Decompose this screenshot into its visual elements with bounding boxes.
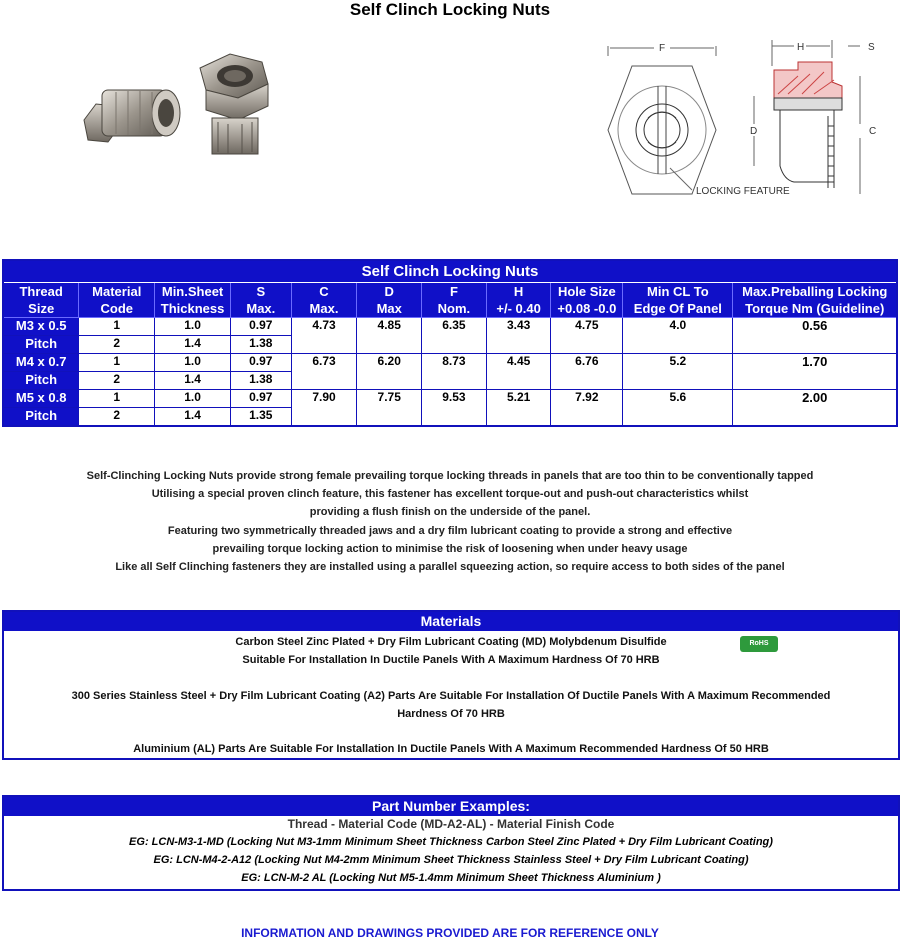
column-header-line: Max. xyxy=(309,301,339,316)
table-cell: 6.73 xyxy=(291,354,357,390)
column-header xyxy=(422,283,487,318)
rohs-badge-icon: RoHS xyxy=(740,636,778,652)
dim-s-label: S xyxy=(868,42,875,53)
column-header xyxy=(230,283,291,318)
table-cell: M4 x 0.7 xyxy=(3,354,79,372)
table-cell: 1.0 xyxy=(155,354,231,372)
table-cell: 0.97 xyxy=(230,390,291,408)
table-cell: 7.90 xyxy=(291,390,357,427)
table-cell: 1.4 xyxy=(155,372,231,390)
table-cell: Pitch xyxy=(3,372,79,390)
table-cell: 6.20 xyxy=(357,354,422,390)
materials-panel xyxy=(2,610,900,760)
table-cell: 6.76 xyxy=(551,354,623,390)
column-header xyxy=(357,283,422,318)
nut-left-image xyxy=(84,90,180,142)
dim-d-label: D xyxy=(750,126,758,137)
table-cell: 4.45 xyxy=(486,354,551,390)
description-line: providing a flush finish on the underside of the panel. xyxy=(309,506,591,519)
table-cell: 1 xyxy=(79,354,155,372)
materials-header: Materials xyxy=(4,612,898,631)
table-cell: Pitch xyxy=(3,408,79,427)
column-header xyxy=(486,283,551,318)
aluminium-line: Aluminium (AL) Parts Are Suitable For Installation In Ductile Panels With A Maximum Recommended Hardness Of 50 HRB xyxy=(133,743,769,755)
column-header-line: Thread xyxy=(19,284,63,299)
table-cell: 4.75 xyxy=(551,318,623,354)
table-cell: Pitch xyxy=(3,336,79,354)
part-number-format: Thread - Material Code (MD-A2-AL) - Material Finish Code xyxy=(287,817,615,831)
stainless-line: 300 Series Stainless Steel + Dry Film Lubricant Coating (A2) Parts Are Suitable For Installation Of Ductile Panels With A Maximum Recommended xyxy=(71,690,831,702)
carbon-steel-line: Carbon Steel Zinc Plated + Dry Film Lubricant Coating (MD) Molybdenum Disulfide xyxy=(235,636,667,648)
dim-h-label: H xyxy=(797,42,805,53)
table-cell: 1.0 xyxy=(155,390,231,408)
column-header-line: Torque Nm (Guideline) xyxy=(745,301,885,316)
table-cell: 2 xyxy=(79,336,155,354)
column-header-line: F xyxy=(449,284,458,299)
table-cell: 4.73 xyxy=(291,318,357,354)
spec-table xyxy=(2,259,898,427)
column-header-line: C xyxy=(319,284,329,299)
table-row xyxy=(3,318,897,336)
table-cell: 5.21 xyxy=(486,390,551,427)
column-header-line: D xyxy=(384,284,394,299)
table-cell: 7.75 xyxy=(357,390,422,427)
dim-c-label: C xyxy=(869,126,877,137)
column-header-line: S xyxy=(256,284,266,299)
spec-table-caption: Self Clinch Locking Nuts xyxy=(3,260,897,283)
table-cell: 1.35 xyxy=(230,408,291,427)
table-cell: 1.70 xyxy=(733,354,897,390)
table-cell: 6.35 xyxy=(422,318,487,354)
stainless-hardness: Hardness Of 70 HRB xyxy=(397,708,505,720)
table-cell: 9.53 xyxy=(422,390,487,427)
description-line: Utilising a special proven clinch feature, this fastener has excellent torque-out and push-out characteristics whilst xyxy=(151,488,749,501)
table-cell: M5 x 0.8 xyxy=(3,390,79,408)
description-line: Featuring two symmetrically threaded jaws and a dry film lubricant coating to provide a strong and effective xyxy=(167,524,733,537)
part-number-panel xyxy=(2,795,900,891)
table-cell: 5.2 xyxy=(623,354,733,390)
table-cell: 0.97 xyxy=(230,354,291,372)
column-header-line: Size xyxy=(28,301,55,316)
table-cell: 5.6 xyxy=(623,390,733,427)
column-header xyxy=(291,283,357,318)
table-cell: 8.73 xyxy=(422,354,487,390)
table-cell: 0.97 xyxy=(230,318,291,336)
column-header xyxy=(3,283,79,318)
product-photo xyxy=(72,48,292,168)
table-cell: 0.56 xyxy=(733,318,897,354)
column-header-line: Max.Preballing Locking xyxy=(742,284,888,299)
table-cell: 7.92 xyxy=(551,390,623,427)
table-cell: 1.4 xyxy=(155,408,231,427)
table-cell: 3.43 xyxy=(486,318,551,354)
carbon-steel-hardness: Suitable For Installation In Ductile Panels With A Maximum Hardness Of 70 HRB xyxy=(242,654,660,666)
table-cell: 4.85 xyxy=(357,318,422,354)
column-header-line: Material xyxy=(92,284,142,299)
table-cell: 2 xyxy=(79,408,155,427)
column-header-line: Code xyxy=(100,301,133,316)
locking-feature-label: LOCKING FEATURE xyxy=(696,186,790,197)
table-cell: 1.38 xyxy=(230,336,291,354)
table-cell: 1 xyxy=(79,318,155,336)
table-row xyxy=(3,390,897,408)
example-line: EG: LCN-M-2 AL (Locking Nut M5-1.4mm Minimum Sheet Thickness Aluminium ) xyxy=(241,872,661,884)
example-line: EG: LCN-M3-1-MD (Locking Nut M3-1mm Minimum Sheet Thickness Carbon Steel Zinc Plated + Dry Film Lubricant Coating) xyxy=(129,836,773,848)
column-header-line: Nom. xyxy=(437,301,471,316)
column-header xyxy=(623,283,733,318)
column-header-line: Max xyxy=(376,301,402,316)
table-row xyxy=(3,354,897,372)
table-cell: 1 xyxy=(79,390,155,408)
table-cell: M3 x 0.5 xyxy=(3,318,79,336)
column-header-line: Max. xyxy=(246,301,276,316)
column-header-line: Edge Of Panel xyxy=(633,301,722,316)
column-header xyxy=(79,283,155,318)
nut-right-image xyxy=(200,54,268,154)
column-header-line: Min.Sheet xyxy=(161,284,224,299)
table-cell: 4.0 xyxy=(623,318,733,354)
description-line: Self-Clinching Locking Nuts provide strong female prevailing torque locking threads in panels that are too thin to be conventionally tapped xyxy=(86,470,814,482)
dim-f-label: F xyxy=(659,43,666,54)
table-cell: 2.00 xyxy=(733,390,897,427)
column-header xyxy=(733,283,897,318)
page-title: Self Clinch Locking Nuts xyxy=(349,0,551,19)
table-cell: 1.38 xyxy=(230,372,291,390)
table-cell: 1.0 xyxy=(155,318,231,336)
column-header-line: H xyxy=(513,284,524,299)
description-line: prevailing torque locking action to minimise the risk of loosening when under heavy usage xyxy=(212,542,688,555)
example-line: EG: LCN-M4-2-A12 (Locking Nut M4-2mm Minimum Sheet Thickness Stainless Steel + Dry Film Lubricant Coating) xyxy=(153,854,749,866)
footer-disclaimer: INFORMATION AND DRAWINGS PROVIDED ARE FOR REFERENCE ONLY xyxy=(241,926,659,940)
part-number-header: Part Number Examples: xyxy=(4,797,898,816)
description xyxy=(0,467,900,576)
table-cell: 2 xyxy=(79,372,155,390)
table-cell: 1.4 xyxy=(155,336,231,354)
column-header-line: +/- 0.40 xyxy=(496,301,541,316)
column-header xyxy=(155,283,231,318)
column-header-line: Thickness xyxy=(160,301,225,316)
column-header-line: +0.08 -0.0 xyxy=(557,301,617,316)
technical-drawing xyxy=(598,36,888,206)
column-header-line: Min CL To xyxy=(647,284,709,299)
column-header xyxy=(551,283,623,318)
description-line: Like all Self Clinching fasteners they are installed using a parallel squeezing action, so require access to both sides of the panel xyxy=(115,560,785,573)
column-header-line: Hole Size xyxy=(557,284,616,299)
